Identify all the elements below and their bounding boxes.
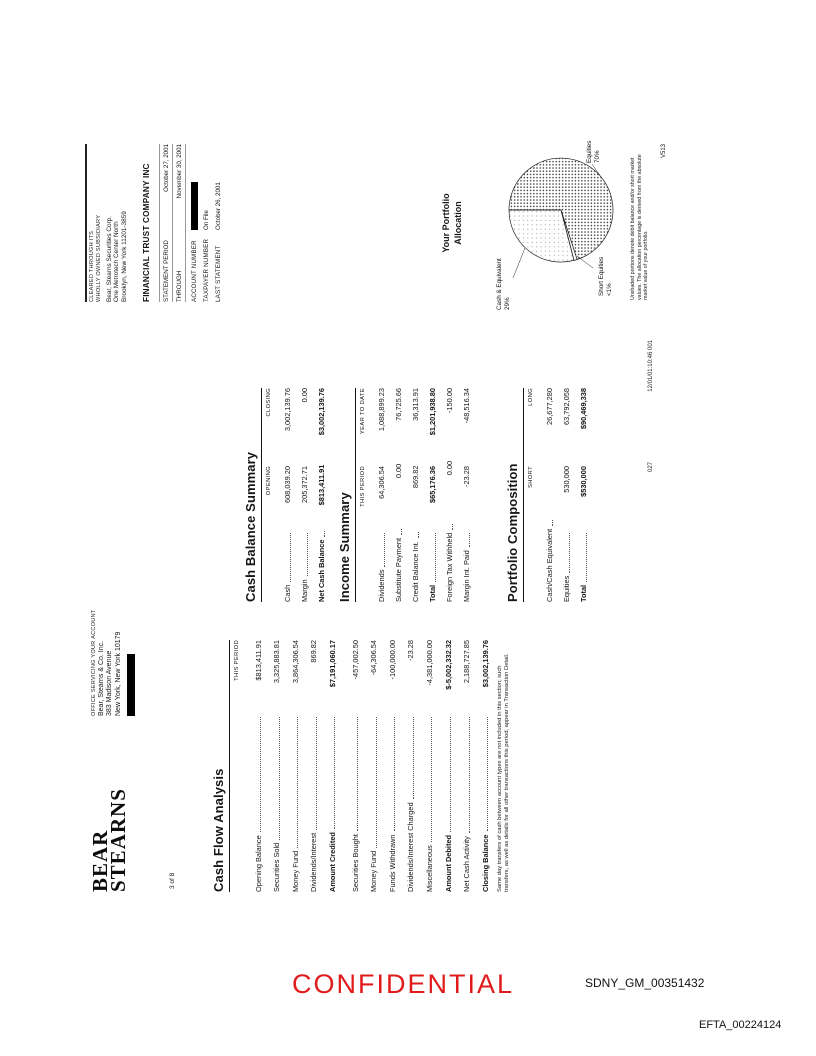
table-row-total: [571, 388, 588, 602]
row-value: 2,188,727.85: [462, 640, 472, 684]
last-statement-row: [212, 144, 224, 302]
print-code-right: 12/01/01:10:46 001: [648, 340, 654, 392]
office-address-line: Bear, Stearns & Co. Inc.: [97, 640, 105, 716]
cleared-through-block: [89, 144, 129, 302]
account-info-block: [188, 144, 225, 302]
table-row: [386, 388, 403, 602]
table-row: [360, 640, 379, 892]
pie-label-short-equities-pct: <1%: [606, 283, 613, 296]
row-value: -23.28: [406, 640, 416, 661]
pie-leader-line: [577, 256, 593, 268]
income-column-headers: [360, 388, 366, 602]
taxpayer-number-label: TAXPAYER NUMBER: [202, 238, 210, 302]
cleared-label: WHOLLY OWNED SUBSIDIARY: [95, 214, 102, 302]
allocation-footnote: Unshaded portions denote debit balance and/or short market values. The allocation percentage is derived from the absolute market value of your portfolio.: [630, 154, 650, 300]
dotted-leader: [357, 717, 358, 831]
dotted-leader: [418, 532, 419, 538]
pie-leader-line: [513, 248, 525, 278]
row-value: $90,469,338: [579, 388, 588, 430]
row-label: Opening Balance: [253, 835, 263, 892]
portfolio-composition-title: Portfolio Composition: [505, 388, 524, 602]
table-row: [341, 640, 360, 892]
row-value: 608,039.20: [283, 466, 292, 503]
row-label: Net Cash Activity: [462, 836, 472, 892]
redaction-bar-account-name: [127, 654, 135, 716]
confidential-stamp: CONFIDENTIAL: [292, 969, 515, 999]
table-row: [369, 388, 386, 602]
row-label: Margin: [300, 579, 309, 602]
dotted-leader: [297, 717, 298, 848]
table-row: [415, 640, 434, 892]
row-label: Funds Withdrawn: [387, 834, 397, 892]
office-address-line: New York, New York 10179: [114, 631, 122, 716]
row-value: 869.82: [309, 640, 319, 663]
column-header-opening: OPENING: [266, 466, 272, 496]
row-label: Money Fund: [290, 850, 300, 892]
income-summary-section: [337, 388, 471, 602]
row-value: -457,002.50: [350, 640, 360, 680]
row-value: 3,002,139.76: [283, 388, 292, 432]
portfolio-allocation-chart: [491, 135, 626, 310]
table-row: [275, 388, 292, 602]
dotted-leader: [431, 717, 432, 842]
portfolio-column-headers: [528, 388, 534, 602]
row-label: Amount Credited: [327, 832, 337, 892]
row-value: $65,176.36: [428, 466, 437, 503]
portfolio-allocation-title: [441, 156, 464, 290]
row-value: 205,372.71: [300, 466, 309, 503]
row-label: Securities Sold: [272, 842, 282, 892]
cash-balance-column-headers: [266, 388, 272, 602]
cash-flow-footnote: Same day transfers of cash between account types are not included in this section; such transfers, as well as details for all other transactions this period, appear in Transaction Detail.: [496, 653, 510, 892]
row-value: $530,000: [579, 466, 588, 497]
print-code-left: 027: [648, 461, 654, 472]
row-value: $813,411.91: [253, 640, 263, 681]
row-label: Miscellaneous: [424, 845, 434, 892]
row-label: Equities: [562, 575, 571, 602]
pie-label-cash-equivalent-pct: 29%: [504, 297, 511, 310]
cash-flow-title: Cash Flow Analysis: [211, 640, 230, 892]
row-value: $1,201,938.80: [428, 388, 437, 436]
dotted-leader: [452, 524, 453, 530]
pie-label-equities: Equities: [586, 140, 593, 163]
row-value: 0.00: [300, 388, 309, 403]
table-row: [454, 388, 471, 602]
row-value: 1,088,899.23: [377, 388, 386, 432]
office-servicing-label: OFFICE SERVICING YOUR ACCOUNT: [91, 609, 97, 716]
table-row: [292, 388, 309, 602]
form-code: V513: [661, 144, 667, 159]
pie-label-short-equities: Short Equities: [598, 256, 605, 296]
table-row-total: [471, 640, 490, 892]
dotted-leader: [435, 533, 436, 582]
last-statement-value: October 26, 2001: [214, 182, 222, 230]
logo-line-bear: BEAR: [88, 829, 112, 892]
statement-period-label: STATEMENT PERIOD: [162, 240, 170, 302]
dotted-leader: [384, 533, 385, 567]
row-value: $7,191,060.17: [327, 640, 337, 688]
dotted-leader: [450, 717, 451, 832]
dotted-leader: [469, 533, 470, 547]
row-label: Amount Debited: [443, 834, 453, 892]
statement-through-label: THROUGH: [175, 270, 183, 302]
row-label: Net Cash Balance: [317, 539, 326, 602]
cleared-address-line: Bear, Stearns Securities Corp.: [105, 216, 113, 302]
column-header-long: LONG: [528, 388, 534, 406]
column-header-this-period: THIS PERIOD: [360, 466, 366, 507]
dotted-leader: [569, 533, 570, 573]
dotted-leader: [413, 717, 414, 799]
row-label: Money Fund: [369, 850, 379, 892]
redaction-bar-account-number: [191, 182, 198, 230]
table-row-total: [434, 640, 453, 892]
header-rule: [85, 144, 87, 302]
row-label: Dividends: [377, 569, 386, 602]
table-row: [281, 640, 300, 892]
row-label: Total: [428, 584, 437, 602]
row-value: 63,792,058: [562, 388, 571, 425]
table-row: [537, 388, 554, 602]
row-value: $3,002,139.76: [480, 640, 490, 688]
row-label: Foreign Tax Withheld: [445, 532, 454, 602]
statement-period-value: October 27, 2001: [162, 144, 170, 192]
row-value: 869.82: [411, 465, 420, 489]
dotted-leader: [316, 717, 317, 830]
column-header-short: SHORT: [528, 466, 534, 488]
portfolio-allocation-title-line: Allocation: [452, 201, 463, 245]
dotted-leader: [552, 520, 553, 526]
dotted-leader: [469, 717, 470, 833]
column-header-year-to-date: YEAR TO DATE: [360, 388, 366, 435]
pie-label-cash-equivalent: Cash & Equivalent: [496, 258, 503, 310]
row-value: 3,864,306.54: [290, 640, 300, 684]
row-label: Substitute Payment: [394, 537, 403, 602]
office-address-line: 383 Madison Avenue: [106, 650, 114, 716]
cleared-address-line: Brooklyn, New York 11201-3859: [121, 211, 129, 302]
cash-balance-title: Cash Balance Summary: [243, 388, 262, 602]
portfolio-allocation-pie: [491, 135, 626, 310]
row-value: 76,725.66: [394, 388, 403, 421]
table-row: [300, 640, 319, 892]
table-row-total: [309, 388, 326, 602]
taxpayer-number-row: [200, 144, 212, 302]
row-value: -4,381,000.00: [424, 640, 434, 686]
dotted-leader: [487, 717, 488, 832]
row-value: 0.00: [394, 463, 403, 479]
statement-through-row: [173, 144, 186, 302]
statement-period-row: [159, 144, 173, 302]
row-value: $3,002,139.76: [317, 388, 326, 436]
statement-rotated-content: [85, 142, 670, 902]
dotted-leader: [401, 529, 402, 535]
row-label: Cash: [283, 584, 292, 602]
account-number-label: ACCOUNT NUMBER: [190, 240, 198, 302]
row-label: Dividends/Interest Charged: [406, 802, 416, 892]
row-value: $813,411.91: [317, 464, 326, 506]
bates-number-efta: EFTA_00224124: [699, 1019, 782, 1031]
row-value: -100,000.00: [387, 640, 397, 680]
cash-flow-analysis-section: [211, 640, 511, 892]
taxpayer-number-value: On File: [202, 210, 210, 230]
row-label: Securities Bought: [350, 834, 360, 892]
bates-number-sdny: SDNY_GM_00351432: [585, 976, 705, 990]
row-value: 26,677,280: [545, 388, 554, 425]
table-row-total: [420, 388, 437, 602]
cleared-address-line: One Metrotech Center North: [113, 221, 121, 302]
statement-period-block: [159, 144, 186, 302]
row-label: Cash/Cash Equivalent: [545, 528, 554, 602]
row-label: Total: [579, 584, 588, 602]
office-servicing-block: [91, 576, 135, 716]
row-label: Credit Balance Int.: [411, 541, 420, 602]
table-row: [403, 388, 420, 602]
row-label: Dividends/Interest: [309, 832, 319, 892]
portfolio-composition-section: [505, 388, 588, 602]
print-codes: [648, 340, 654, 472]
row-value: -150.00: [445, 388, 454, 414]
account-holder-name: FINANCIAL TRUST COMPANY INC: [142, 163, 151, 302]
table-row: [263, 640, 282, 892]
dotted-leader: [394, 717, 395, 831]
table-row: [397, 640, 416, 892]
row-value: 36,313.91: [411, 388, 420, 421]
logo-line-stearns: STEARNS: [106, 788, 130, 892]
dotted-leader: [324, 531, 325, 537]
table-row: [554, 388, 571, 602]
dotted-leader: [260, 717, 261, 832]
dotted-leader: [334, 717, 335, 829]
row-value: 64,306.54: [377, 466, 386, 499]
income-summary-title: Income Summary: [337, 388, 356, 602]
table-row: [437, 388, 454, 602]
cash-flow-column-header: THIS PERIOD: [234, 640, 240, 681]
row-value: 0.00: [445, 460, 454, 476]
row-label: Margin Int. Paid: [462, 550, 471, 602]
row-value: -23.28: [462, 466, 471, 487]
table-row: [378, 640, 397, 892]
row-value: $-5,002,332.32: [443, 640, 453, 690]
row-value: 3,325,883.81: [272, 640, 282, 684]
page-number: 3 of 8: [169, 872, 176, 889]
row-value: 530,000: [562, 466, 571, 493]
dotted-leader: [279, 717, 280, 840]
column-header-closing: CLOSING: [266, 388, 272, 417]
cash-balance-summary-section: [243, 388, 326, 602]
dotted-leader: [307, 533, 308, 576]
dotted-leader: [290, 533, 291, 582]
row-value: -48,516.34: [462, 388, 471, 424]
last-statement-label: LAST STATEMENT: [214, 245, 222, 302]
dotted-leader: [586, 533, 587, 582]
portfolio-allocation-title-line: Your Portfolio: [441, 193, 451, 253]
pie-label-equities-pct: 70%: [594, 150, 601, 163]
bear-stearns-logo: [88, 788, 130, 892]
table-row: [453, 640, 472, 892]
table-row-total: [318, 640, 337, 892]
row-label: Closing Balance: [480, 834, 490, 892]
statement-through-value: November 30, 2001: [175, 144, 183, 199]
cleared-label: CLEARED THROUGH ITS: [89, 230, 95, 302]
table-row: [244, 640, 263, 892]
account-number-row: [188, 144, 200, 302]
row-value: -64,306.54: [369, 640, 379, 676]
dotted-leader: [376, 717, 377, 848]
